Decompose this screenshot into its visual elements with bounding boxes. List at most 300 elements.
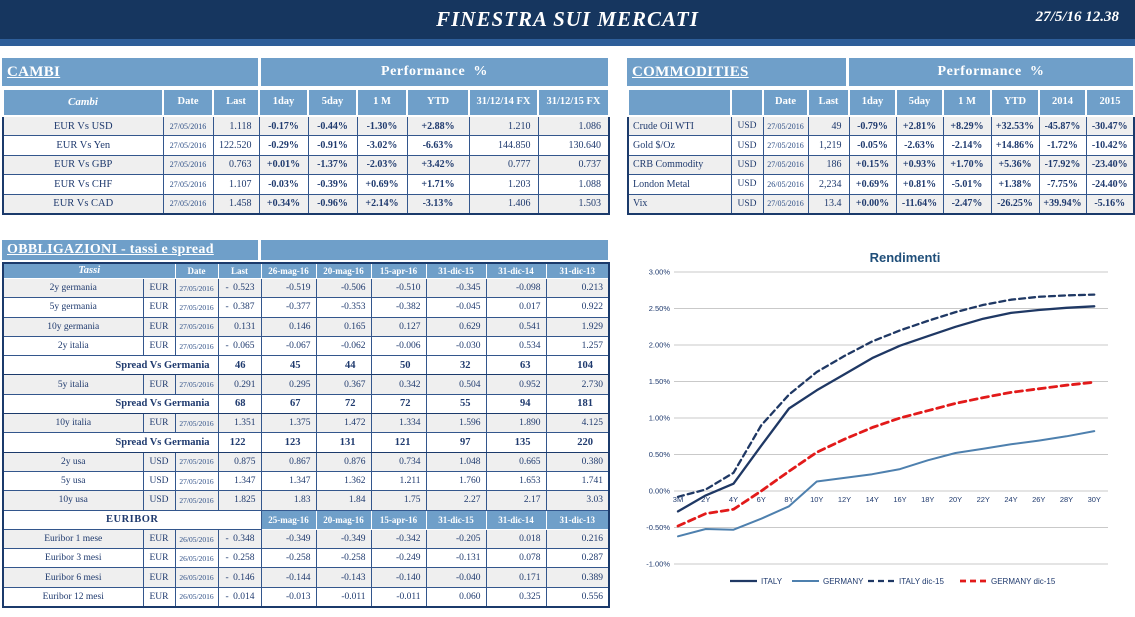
cell: -0.17% [259,116,308,136]
spread-value: 32 [426,356,486,375]
history-value: 0.629 [426,317,486,336]
last-value [218,549,261,568]
cell: 0.777 [469,155,538,174]
cell: EUR Vs USD [3,116,163,136]
date-cell: 27/05/2016 [175,298,218,317]
cell: EUR Vs GBP [3,155,163,174]
legend-item-italy-dic-15 [868,577,944,586]
table-row [3,336,609,355]
table-row [3,116,609,136]
euribor-section-row [3,510,609,529]
history-value: -0.045 [426,298,486,317]
history-value: 0.534 [486,336,546,355]
table-row [628,194,1134,214]
history-value: 1.334 [371,414,426,433]
history-value: -0.013 [261,587,316,607]
legend-label: GERMANY [823,576,864,586]
column-header [628,89,731,116]
column-header: 15-apr-16 [371,263,426,279]
spread-row [3,356,609,375]
spread-value: 55 [426,394,486,413]
cell: -0.29% [259,136,308,155]
cell: -7.75% [1039,175,1086,194]
cambi-panel [2,58,608,215]
column-header: 20-mag-16 [316,510,371,529]
history-value: -0.249 [371,549,426,568]
history-value: -0.205 [426,529,486,548]
date-cell: 26/05/2016 [175,529,218,548]
history-value: 1.75 [371,491,426,510]
spread-value: 45 [261,356,316,375]
cell: 1,219 [808,136,849,155]
history-value: -0.349 [261,529,316,548]
cell: -5.16% [1086,194,1134,214]
instrument-name: 2y italia [3,336,143,355]
history-value: 0.018 [486,529,546,548]
column-header: Date [163,89,213,116]
history-value: 0.060 [426,587,486,607]
date-cell: 26/05/2016 [175,549,218,568]
cell: 1.203 [469,175,538,194]
commodities-title-cell [627,58,846,86]
spread-value: 121 [371,433,426,452]
instrument-name: 10y usa [3,491,143,510]
history-value: -0.006 [371,336,426,355]
currency: EUR [143,317,175,336]
history-value: 0.287 [546,549,609,568]
header-row [3,263,609,279]
history-value: -0.098 [486,279,546,298]
history-value: 1.375 [261,414,316,433]
last-value: 0.291 [218,375,261,394]
x-axis-label: 28Y [1059,495,1074,504]
cell: 1.503 [538,194,609,214]
x-axis-label: 14Y [865,495,879,504]
column-header: 31/12/14 FX [469,89,538,116]
history-value: 1.84 [316,491,371,510]
bonds-table [2,262,610,608]
cambi-title-cell [2,58,258,86]
history-value: -0.345 [426,279,486,298]
cell: 1.107 [213,175,259,194]
cell: +1.38% [991,175,1039,194]
instrument-name: 2y usa [3,452,143,471]
instrument-name: 5y italia [3,375,143,394]
cambi-perf-label: Performance % [380,64,489,79]
last-value [218,279,261,298]
history-value: -0.062 [316,336,371,355]
cell: 1.088 [538,175,609,194]
spread-value: 131 [316,433,371,452]
history-value: 0.867 [261,452,316,471]
minus-sign: - [225,283,229,294]
cell: +8.29% [943,116,991,136]
history-value: 0.295 [261,375,316,394]
value: 0.348 [233,534,255,544]
table-row [3,587,609,607]
history-value: -0.342 [371,529,426,548]
cell: 13.4 [808,194,849,214]
currency: EUR [143,279,175,298]
table-row [3,568,609,587]
history-value: 3.03 [546,491,609,510]
bonds-table-wrap [2,262,608,608]
table-row [3,529,609,548]
history-value: -0.382 [371,298,426,317]
history-value: -0.519 [261,279,316,298]
cambi-title: CAMBI [7,63,61,80]
spread-value: 72 [316,394,371,413]
table-row [3,136,609,155]
history-value: 0.922 [546,298,609,317]
cell: EUR Vs Yen [3,136,163,155]
history-value: -0.140 [371,568,426,587]
instrument-name: Euribor 3 mesi [3,549,143,568]
cambi-perf-band [261,58,608,86]
app-header [0,0,1135,46]
date-cell: 27/05/2016 [175,375,218,394]
x-axis-label: 22Y [976,495,990,504]
table-row [3,471,609,490]
history-value: 1.347 [261,471,316,490]
cell: -24.40% [1086,175,1134,194]
column-header: Date [175,263,218,279]
value: 0.065 [233,341,255,352]
table-row [3,549,609,568]
spread-last: 122 [218,433,261,452]
currency: EUR [143,298,175,317]
history-value: 1.362 [316,471,371,490]
cell: 0.763 [213,155,259,174]
x-axis-label: 12Y [837,495,852,504]
currency: EUR [143,587,175,607]
minus-sign: - [225,553,229,564]
column-header: YTD [407,89,469,116]
spread-value: 123 [261,433,316,452]
last-value [218,568,261,587]
cell: +5.36% [991,155,1039,174]
currency: EUR [143,414,175,433]
history-value: 0.171 [486,568,546,587]
y-axis-label: -0.50% [646,523,670,532]
spread-value: 104 [546,356,609,375]
cell: 122.520 [213,136,259,155]
instrument-name: Euribor 6 mesi [3,568,143,587]
history-value: 0.952 [486,375,546,394]
history-value: 2.17 [486,491,546,510]
spread-value: 44 [316,356,371,375]
x-axis-label: 2Y [701,495,711,504]
history-value: 1.760 [426,471,486,490]
cell: EUR Vs CAD [3,194,163,214]
minus-sign: - [225,302,229,313]
column-header: 5day [308,89,357,116]
column-header: Date [763,89,808,116]
history-value: 0.504 [426,375,486,394]
column-header [731,89,763,116]
cell: -3.02% [357,136,407,155]
cell: -30.47% [1086,116,1134,136]
column-header: 2014 [1039,89,1086,116]
cell: 27/05/2016 [763,194,808,214]
x-axis-label: 8Y [784,495,794,504]
cell: 1.118 [213,116,259,136]
y-axis-label: 1.00% [648,413,670,423]
header-datetime: 27/5/16 12.38 [1035,9,1119,25]
last-value: 1.351 [218,414,261,433]
history-value: -0.011 [316,587,371,607]
table-row [3,452,609,471]
cell: -26.25% [991,194,1039,214]
history-value: 1.472 [316,414,371,433]
cell: -0.39% [308,175,357,194]
cell: -0.44% [308,116,357,136]
column-header: 31-dic-13 [546,263,609,279]
history-value: 1.741 [546,471,609,490]
bonds-band-spacer [261,240,608,260]
cell: +2.81% [896,116,943,136]
column-header: 31-dic-15 [426,510,486,529]
series-italy-dic-15 [678,295,1094,497]
y-axis-label: 0.50% [648,450,670,459]
history-value: 0.541 [486,317,546,336]
column-header: Cambi [3,89,163,116]
bonds-title: OBBLIGAZIONI - tassi e spread [7,242,214,257]
cell: -45.87% [1039,116,1086,136]
cell: +0.34% [259,194,308,214]
history-value: -0.131 [426,549,486,568]
spread-value: 220 [546,433,609,452]
history-value: -0.349 [316,529,371,548]
spread-value: 181 [546,394,609,413]
history-value: 1.929 [546,317,609,336]
cell: London Metal [628,175,731,194]
currency: EUR [143,375,175,394]
history-value: -0.353 [316,298,371,317]
cell: -0.03% [259,175,308,194]
history-value: 0.389 [546,568,609,587]
history-value: -0.506 [316,279,371,298]
history-value: 4.125 [546,414,609,433]
table-row [3,317,609,336]
cell: -23.40% [1086,155,1134,174]
history-value: 1.596 [426,414,486,433]
instrument-name: 5y germania [3,298,143,317]
instrument-name: 5y usa [3,471,143,490]
cell: +14.86% [991,136,1039,155]
cell: -2.14% [943,136,991,155]
cell: -0.05% [849,136,896,155]
last-value: 0.131 [218,317,261,336]
history-value: 2.27 [426,491,486,510]
minus-sign: - [225,534,229,544]
table-row [628,155,1134,174]
cell: +1.70% [943,155,991,174]
cell: +32.53% [991,116,1039,136]
last-value: 0.875 [218,452,261,471]
history-value: 1.83 [261,491,316,510]
table-row [3,375,609,394]
currency: EUR [143,549,175,568]
last-value: 1.825 [218,491,261,510]
cell: -10.42% [1086,136,1134,155]
cell: 27/05/2016 [163,194,213,214]
cell: 0.737 [538,155,609,174]
cell: -17.92% [1039,155,1086,174]
history-value: -0.144 [261,568,316,587]
cell: 27/05/2016 [163,136,213,155]
x-axis-label: 3M [672,495,684,504]
column-header: 25-mag-16 [261,510,316,529]
history-value: 0.734 [371,452,426,471]
history-value: -0.258 [316,549,371,568]
column-header: 1 M [943,89,991,116]
column-header: 20-mag-16 [316,263,371,279]
history-value: 0.665 [486,452,546,471]
commodities-table-wrap [627,88,1133,215]
cell: Crude Oil WTI [628,116,731,136]
column-header: 1day [849,89,896,116]
cell: 27/05/2016 [763,155,808,174]
cell: 27/05/2016 [163,175,213,194]
instrument-name: Euribor 12 mesi [3,587,143,607]
table-row [3,194,609,214]
column-header: Last [218,263,261,279]
value: 0.523 [233,283,255,294]
y-axis-label: 2.50% [648,304,670,313]
legend-label: ITALY dic-15 [899,576,944,586]
table-row [628,175,1134,194]
history-value: 0.078 [486,549,546,568]
page-title: FINESTRA SUI MERCATI [436,7,699,31]
instrument-name: 10y italia [3,414,143,433]
x-axis-label: 6Y [756,495,766,504]
history-value: 1.211 [371,471,426,490]
spread-label: Spread Vs Germania [3,433,218,452]
last-value [218,587,261,607]
date-cell: 27/05/2016 [175,452,218,471]
cell: 2,234 [808,175,849,194]
last-value [218,529,261,548]
spread-last: 68 [218,394,261,413]
history-value: 1.257 [546,336,609,355]
history-value: -0.377 [261,298,316,317]
y-axis-label: 0.00% [648,486,670,496]
column-header: 5day [896,89,943,116]
table-row [3,155,609,174]
cell: -1.72% [1039,136,1086,155]
cambi-table [2,88,610,215]
cell: 49 [808,116,849,136]
spread-last: 46 [218,356,261,375]
history-value: 0.342 [371,375,426,394]
value: 0.387 [233,302,255,313]
cell: 27/05/2016 [763,136,808,155]
cell: 186 [808,155,849,174]
x-axis-label: 24Y [1004,495,1018,504]
y-axis-label: 3.00% [648,267,670,277]
minus-sign: - [225,572,229,583]
cell: +0.15% [849,155,896,174]
cell: +0.93% [896,155,943,174]
cell: 27/05/2016 [763,116,808,136]
history-value: -0.040 [426,568,486,587]
history-value: -0.143 [316,568,371,587]
x-axis-label: 4Y [728,495,739,504]
currency: USD [143,491,175,510]
legend-item-germany [792,577,864,586]
date-cell: 27/05/2016 [175,336,218,355]
column-header: 1 M [357,89,407,116]
value: 0.014 [233,591,255,602]
date-cell: 27/05/2016 [175,471,218,490]
spread-row [3,433,609,452]
history-value: 2.730 [546,375,609,394]
spread-row [3,394,609,413]
cell: USD [731,175,763,194]
value: 0.258 [233,553,255,564]
history-value: 0.380 [546,452,609,471]
euribor-label: EURIBOR [3,510,261,529]
cell: 1.210 [469,116,538,136]
date-cell: 26/05/2016 [175,568,218,587]
history-value: 0.127 [371,317,426,336]
commodities-table [627,88,1135,215]
cell: -2.47% [943,194,991,214]
minus-sign: - [225,341,229,352]
last-value [218,336,261,355]
legend-item-germany-dic-15 [960,577,1056,586]
spread-label: Spread Vs Germania [3,394,218,413]
x-axis-label: 10Y [810,495,824,504]
column-header: 26-mag-16 [261,263,316,279]
legend-label: GERMANY dic-15 [991,576,1056,586]
column-header: 1day [259,89,308,116]
date-cell: 27/05/2016 [175,491,218,510]
cell: 1.458 [213,194,259,214]
spread-value: 97 [426,433,486,452]
cell: -2.63% [896,136,943,155]
yield-chart-panel [630,240,1135,612]
cell: +0.00% [849,194,896,214]
cell: +0.01% [259,155,308,174]
cell: +39.94% [1039,194,1086,214]
currency: EUR [143,336,175,355]
column-header: 31-dic-14 [486,510,546,529]
spread-label: Spread Vs Germania [3,356,218,375]
date-cell: 27/05/2016 [175,317,218,336]
column-header: 31-dic-13 [546,510,609,529]
minus-sign: - [225,591,229,602]
column-header: 31-dic-15 [426,263,486,279]
cell: 27/05/2016 [163,155,213,174]
table-row [628,116,1134,136]
history-value: 0.213 [546,279,609,298]
date-cell: 27/05/2016 [175,414,218,433]
cell: 1.086 [538,116,609,136]
cambi-title-band [2,58,608,86]
table-row [3,298,609,317]
x-axis-label: 16Y [893,495,907,504]
commodities-panel [627,58,1133,215]
spread-value: 135 [486,433,546,452]
currency: EUR [143,568,175,587]
history-value: 0.216 [546,529,609,548]
commodities-perf-band [849,58,1133,86]
cell: -2.03% [357,155,407,174]
cell: -1.37% [308,155,357,174]
cell: 130.640 [538,136,609,155]
